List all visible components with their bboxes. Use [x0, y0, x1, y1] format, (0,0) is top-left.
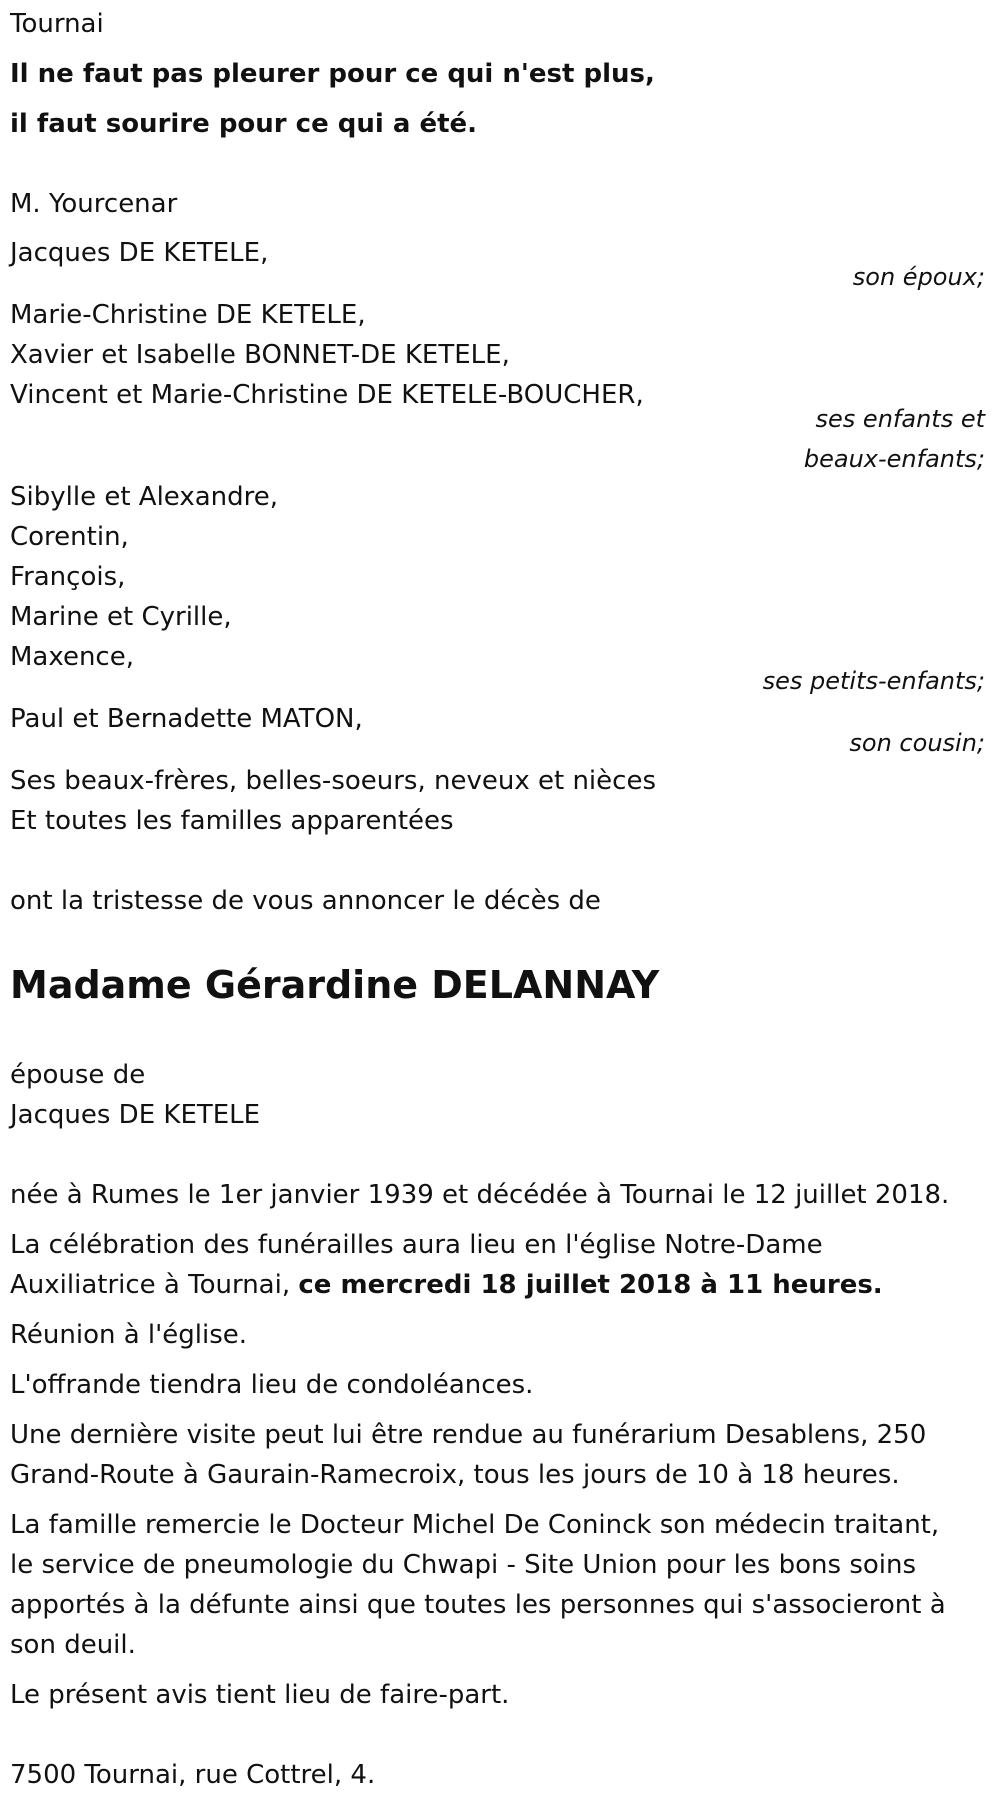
child-entry: Xavier et Isabelle BONNET-DE KETELE,	[10, 340, 510, 370]
spouse-role: son époux;	[852, 263, 985, 291]
visit-info-line-2: Grand-Route à Gaurain-Ramecroix, tous les jours de 10 à 18 heures.	[10, 1460, 900, 1490]
announcement-text: ont la tristesse de vous annoncer le décès de	[10, 886, 601, 916]
city-heading: Tournai	[10, 9, 104, 39]
grandchild-entry: Sibylle et Alexandre,	[10, 482, 279, 512]
address-text: 7500 Tournai, rue Cottrel, 4.	[10, 1760, 376, 1790]
quote-line-2: il faut sourire pour ce qui a été.	[10, 109, 478, 139]
spouse-name: Jacques DE KETELE,	[10, 238, 269, 268]
grandchild-entry: Maxence,	[10, 642, 134, 672]
children-role-line-1: ses enfants et	[815, 405, 985, 433]
thanks-line: apportés à la défunte ainsi que toutes les personnes qui s'associeront à	[10, 1590, 946, 1620]
grandchildren-role: ses petits-enfants;	[762, 667, 985, 695]
grandchild-entry: Marine et Cyrille,	[10, 602, 232, 632]
other-relatives: Et toutes les familles apparentées	[10, 806, 454, 836]
visit-info-line-1: Une dernière visite peut lui être rendue au funérarium Desablens, 250	[10, 1420, 927, 1450]
quote-author: M. Yourcenar	[10, 189, 178, 219]
children-role-line-2: beaux-enfants;	[803, 445, 985, 473]
quote-line-1: Il ne faut pas pleurer pour ce qui n'est plus,	[10, 59, 655, 89]
deceased-name: Madame Gérardine DELANNAY	[10, 963, 660, 1007]
thanks-line: le service de pneumologie du Chwapi - Site Union pour les bons soins	[10, 1550, 917, 1580]
notice-text: Le présent avis tient lieu de faire-part.	[10, 1680, 510, 1710]
funeral-date-time: ce mercredi 18 juillet 2018 à 11 heures.	[298, 1270, 883, 1300]
birth-death-info: née à Rumes le 1er janvier 1939 et décédée à Tournai le 12 juillet 2018.	[10, 1180, 950, 1210]
grandchild-entry: François,	[10, 562, 126, 592]
deceased-spouse-name: Jacques DE KETELE	[10, 1100, 261, 1130]
child-entry: Marie-Christine DE KETELE,	[10, 300, 366, 330]
grandchild-entry: Corentin,	[10, 522, 129, 552]
meeting-info: Réunion à l'église.	[10, 1320, 248, 1350]
offering-info: L'offrande tiendra lieu de condoléances.	[10, 1370, 534, 1400]
thanks-line: La famille remercie le Docteur Michel De Coninck son médecin traitant,	[10, 1510, 940, 1540]
cousin-role: son cousin;	[849, 729, 985, 757]
spouse-label: épouse de	[10, 1060, 146, 1090]
thanks-line: son deuil.	[10, 1630, 136, 1660]
funeral-location-text: Auxiliatrice à Tournai,	[10, 1270, 299, 1300]
funeral-info-line-1: La célébration des funérailles aura lieu en l'église Notre-Dame	[10, 1230, 823, 1260]
other-relatives: Ses beaux-frères, belles-soeurs, neveux et nièces	[10, 766, 656, 796]
child-entry: Vincent et Marie-Christine DE KETELE-BOUCHER,	[10, 380, 644, 410]
cousin-name: Paul et Bernadette MATON,	[10, 704, 363, 734]
funeral-info-line-2	[10, 1265, 883, 1305]
